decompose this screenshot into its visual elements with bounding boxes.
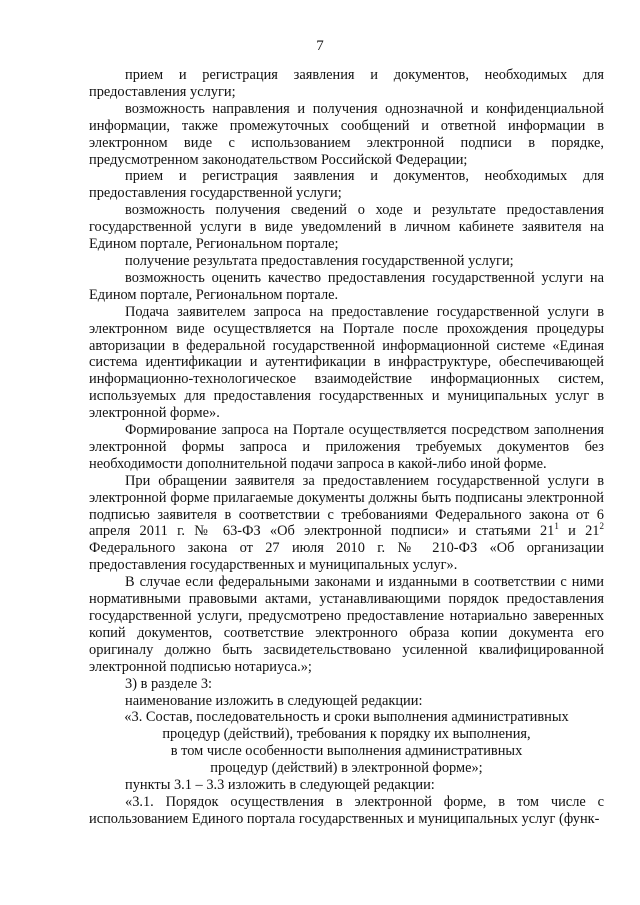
section-heading-line: процедур (действий), требования к порядку их выполнения, — [162, 726, 531, 743]
paragraph-text: Федерального закона от 27 июля 2010 г. № 210-ФЗ «Об организации предоставления государственных и муниципальных услуг». — [89, 540, 604, 574]
paragraph: возможность направления и получения однозначной и конфиденциальной информации, также промежуточных сообщений и ответной информации в электронном виде с использованием электронной подписи в порядке, предусмотренном законодательством Российской Федерации; — [89, 100, 604, 168]
paragraph: прием и регистрация заявления и документов, необходимых для предоставления услуги; — [89, 67, 604, 100]
section-heading-line: «3. Состав, последовательность и сроки выполнения административных — [124, 709, 569, 726]
paragraph: 3) в разделе 3: — [125, 675, 213, 692]
paragraph: возможность оценить качество предоставления государственной услуги на Едином портале, Региональном портале. — [89, 269, 604, 303]
section-heading-line: в том числе особенности выполнения административных — [170, 743, 523, 760]
paragraph: получение результата предоставления государственной услуги; — [125, 252, 514, 269]
paragraph: прием и регистрация заявления и документов, необходимых для предоставления государственной услуги; — [89, 168, 604, 202]
paragraph: Подача заявителем запроса на предоставление государственной услуги в электронном виде осуществляется на Портале после прохождения процедуры авторизации в федеральной государственной информационной системе «Единая система идентификации и аутентификации в инфраструктуре, обеспечивающей информационно-технологическое взаимодействие информационных систем, используемых для предоставления государственных и муниципальных услуг в электронной форме». — [89, 303, 604, 422]
section-heading-line: процедур (действий) в электронной форме»; — [210, 760, 483, 777]
document-body — [89, 67, 604, 828]
paragraph-text: и 21 — [558, 523, 600, 540]
paragraph-electronic-signature — [89, 473, 604, 574]
superscript: 1 — [554, 521, 559, 532]
paragraph: В случае если федеральными законами и изданными в соответствии с ними нормативными правовыми актами, устанавливающими порядок предоставления государственной услуги, предусмотрено предоставление нотариально заверенных копий документов, соответствие электронного образа копии документа его оригиналу должно быть засвидетельствовано усиленной квалифицированной электронной подписью нотариуса.»; — [89, 574, 604, 675]
superscript: 2 — [599, 521, 604, 532]
paragraph: пункты 3.1 – 3.3 изложить в следующей редакции: — [125, 777, 435, 794]
paragraph: возможность получения сведений о ходе и результате предоставления государственной услуги в виде уведомлений в личном кабинете заявителя на Едином портале, Региональном портале; — [89, 202, 604, 253]
paragraph: наименование изложить в следующей редакции: — [125, 692, 423, 709]
paragraph: «3.1. Порядок осуществления в электронной форме, в том числе с использованием Единого портала государственных и муниципальных услуг (функ- — [89, 793, 604, 827]
page-number: 7 — [316, 38, 324, 54]
paragraph-text: При обращении заявителя за предоставлением государственной услуги в электронной форме прилагаемые документы должны быть подписаны электронной подписью заявителя в соответствии с требованиями Федерального закона от 6 апреля 2011 г. № 63-ФЗ «Об электронной подписи» и статьями 21 — [89, 472, 604, 540]
paragraph: Формирование запроса на Портале осуществляется посредством заполнения электронной формы запроса и приложения требуемых документов без необходимости дополнительной подачи запроса в какой-либо иной форме. — [89, 422, 604, 472]
